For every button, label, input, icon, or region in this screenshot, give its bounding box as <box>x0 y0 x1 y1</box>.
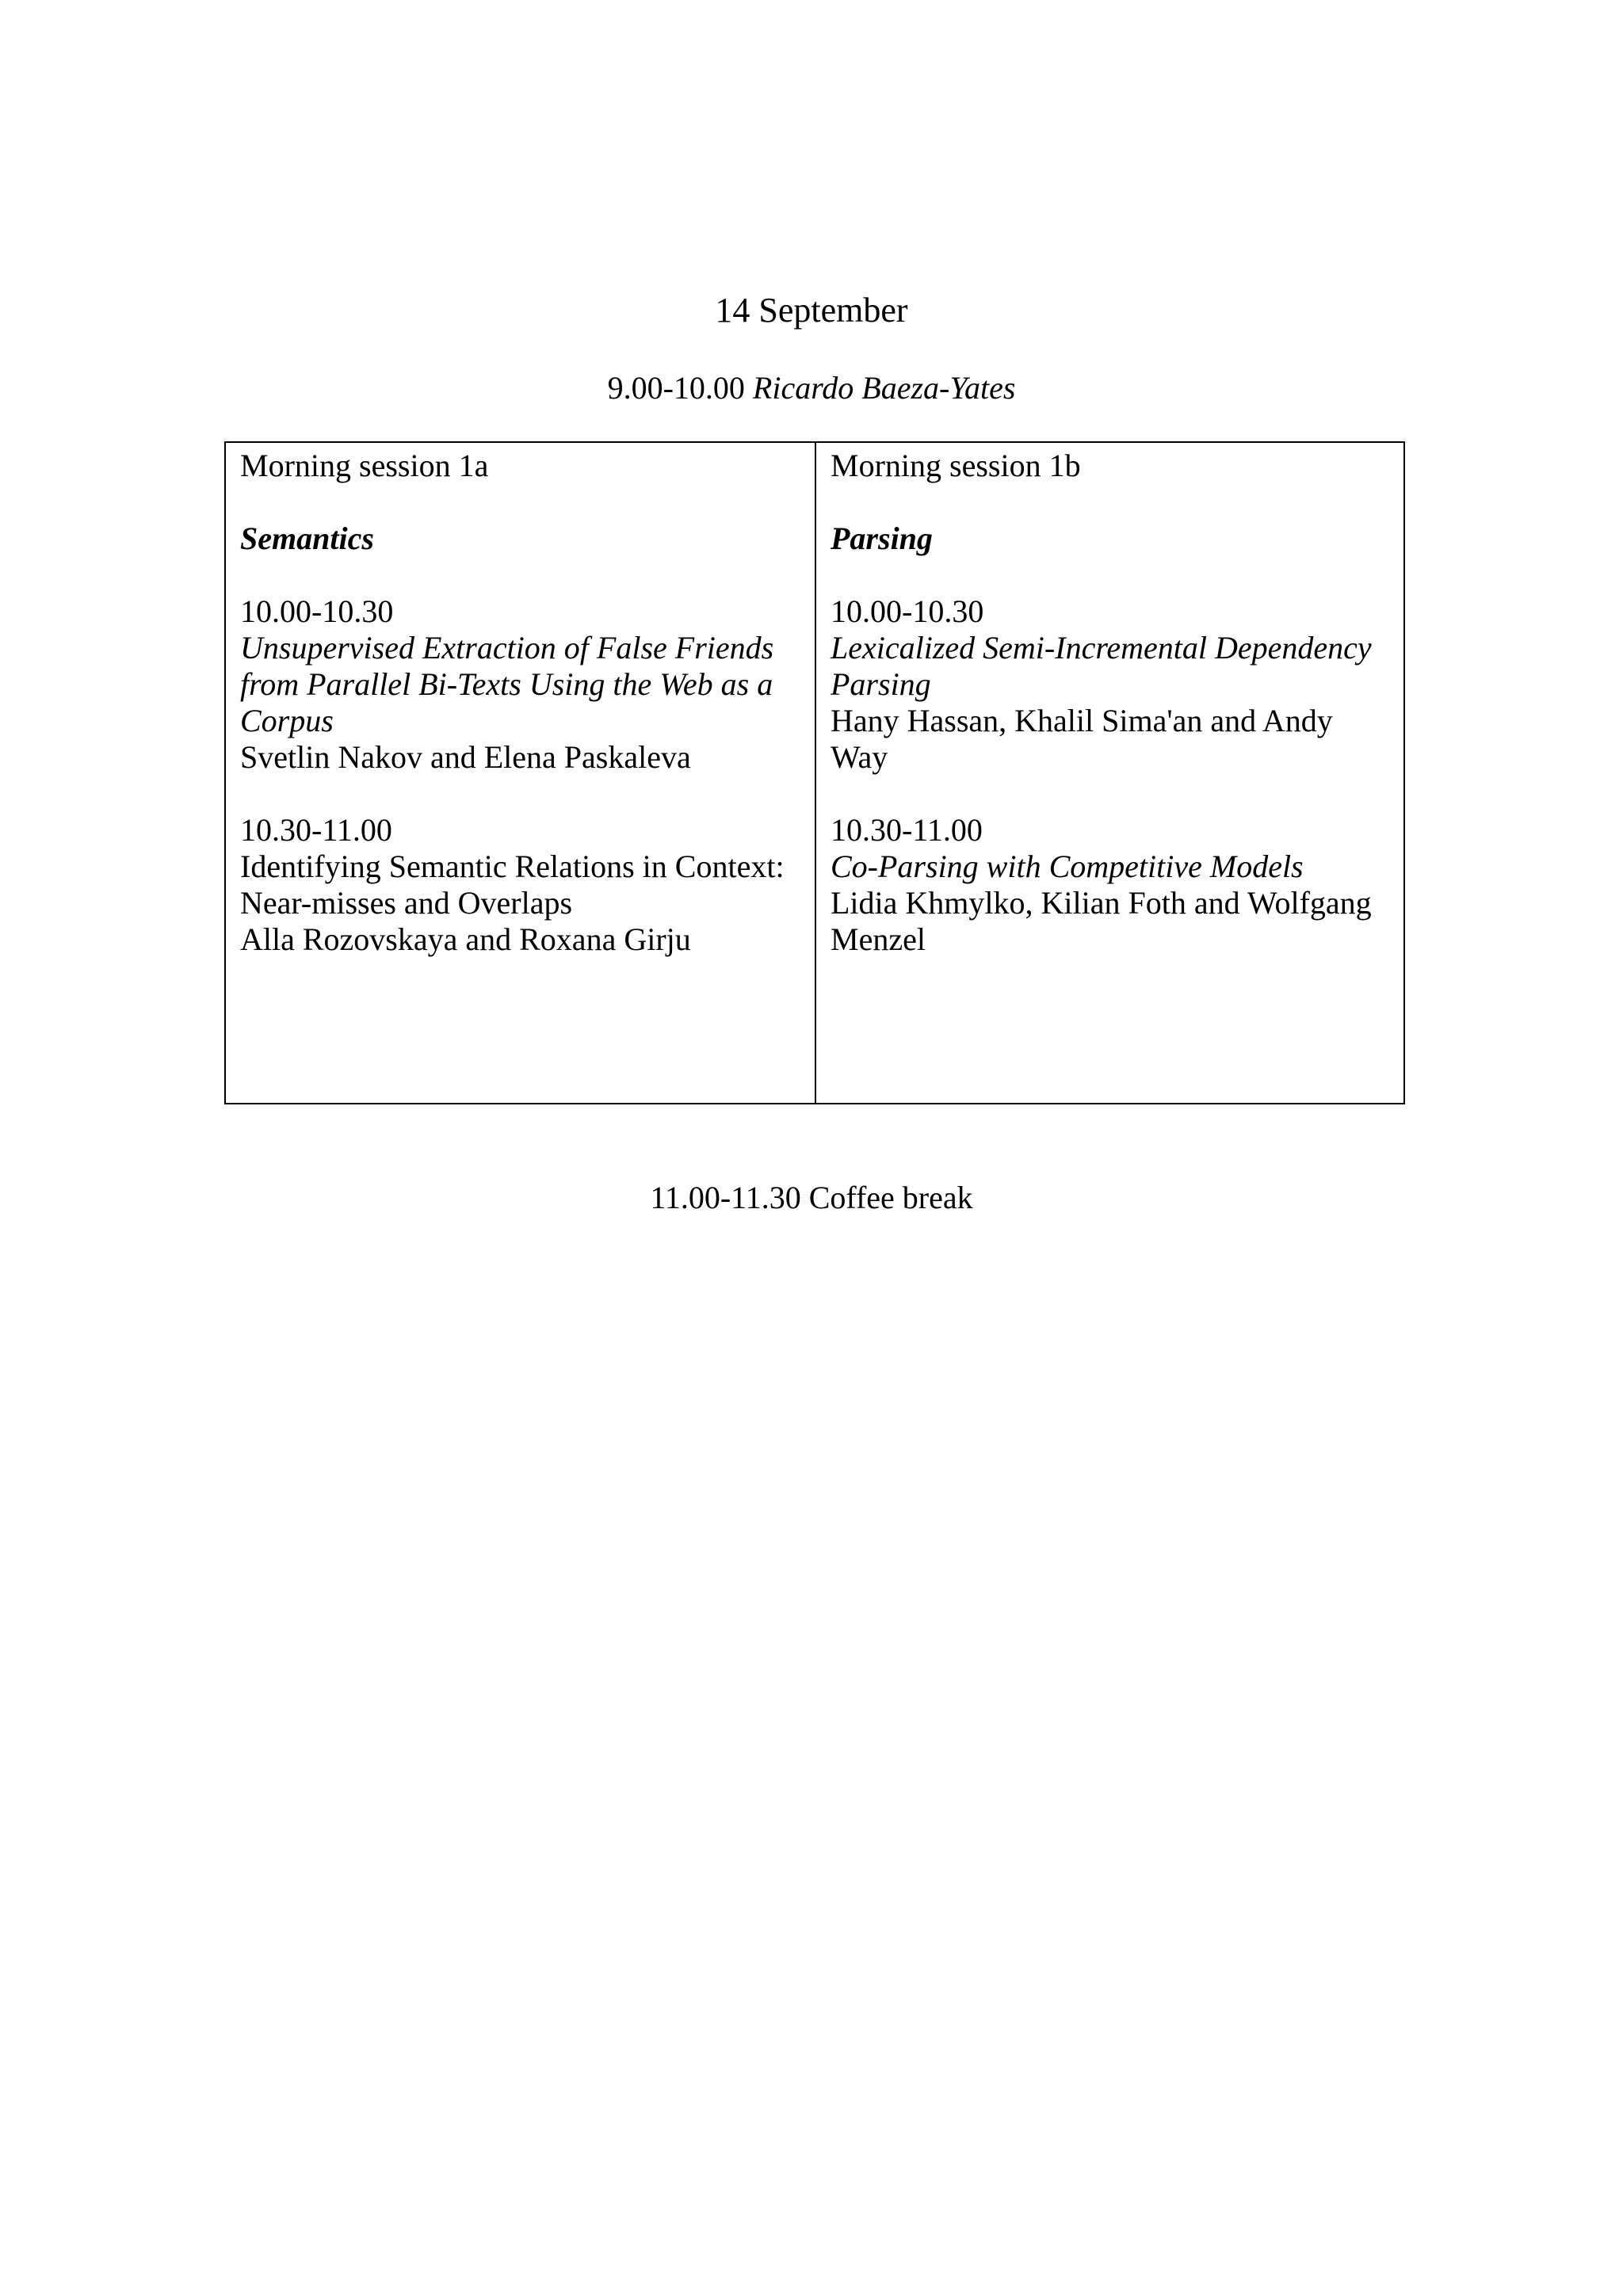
coffee-break-label: Coffee break <box>808 1180 973 1215</box>
session-topic: Parsing <box>831 521 933 556</box>
session-1a-column <box>226 443 815 1103</box>
keynote-speaker: Ricardo Baeza-Yates <box>752 370 1016 406</box>
talk-authors: Lidia Khmylko, Kilian Foth and Wolfgang Menzel <box>831 885 1372 957</box>
keynote-time: 9.00-10.00 <box>607 370 745 406</box>
talk-entry <box>831 812 1389 958</box>
session-table <box>224 441 1405 1104</box>
session-name: Morning session 1b <box>831 448 1081 483</box>
talk-title: Lexicalized Semi-Incremental Dependency Parsing <box>831 630 1372 702</box>
talk-entry <box>240 593 800 776</box>
session-name: Morning session 1a <box>240 448 489 483</box>
talk-time: 10.00-10.30 <box>240 593 394 629</box>
talk-entry <box>240 812 800 958</box>
keynote-line <box>0 368 1623 409</box>
talk-authors: Hany Hassan, Khalil Sima'an and Andy Way <box>831 703 1333 775</box>
talk-time: 10.30-11.00 <box>831 812 983 848</box>
talk-authors: Svetlin Nakov and Elena Paskaleva <box>240 739 691 775</box>
session-1b-column <box>815 443 1403 1103</box>
page-title: 14 September <box>715 291 908 330</box>
talk-title: Co-Parsing with Competitive Models <box>831 849 1304 884</box>
talk-entry <box>831 593 1389 776</box>
talk-time: 10.00-10.30 <box>831 593 984 629</box>
coffee-break-line <box>0 1177 1623 1219</box>
coffee-break-time: 11.00-11.30 <box>650 1180 801 1215</box>
talk-title: Unsupervised Extraction of False Friends from Parallel Bi-Texts Using the Web as a Corpus <box>240 630 774 738</box>
session-topic: Semantics <box>240 521 374 556</box>
talk-authors: Alla Rozovskaya and Roxana Girju <box>240 921 691 957</box>
talk-title: Identifying Semantic Relations in Context: Near-misses and Overlaps <box>240 849 785 921</box>
talk-time: 10.30-11.00 <box>240 812 392 848</box>
